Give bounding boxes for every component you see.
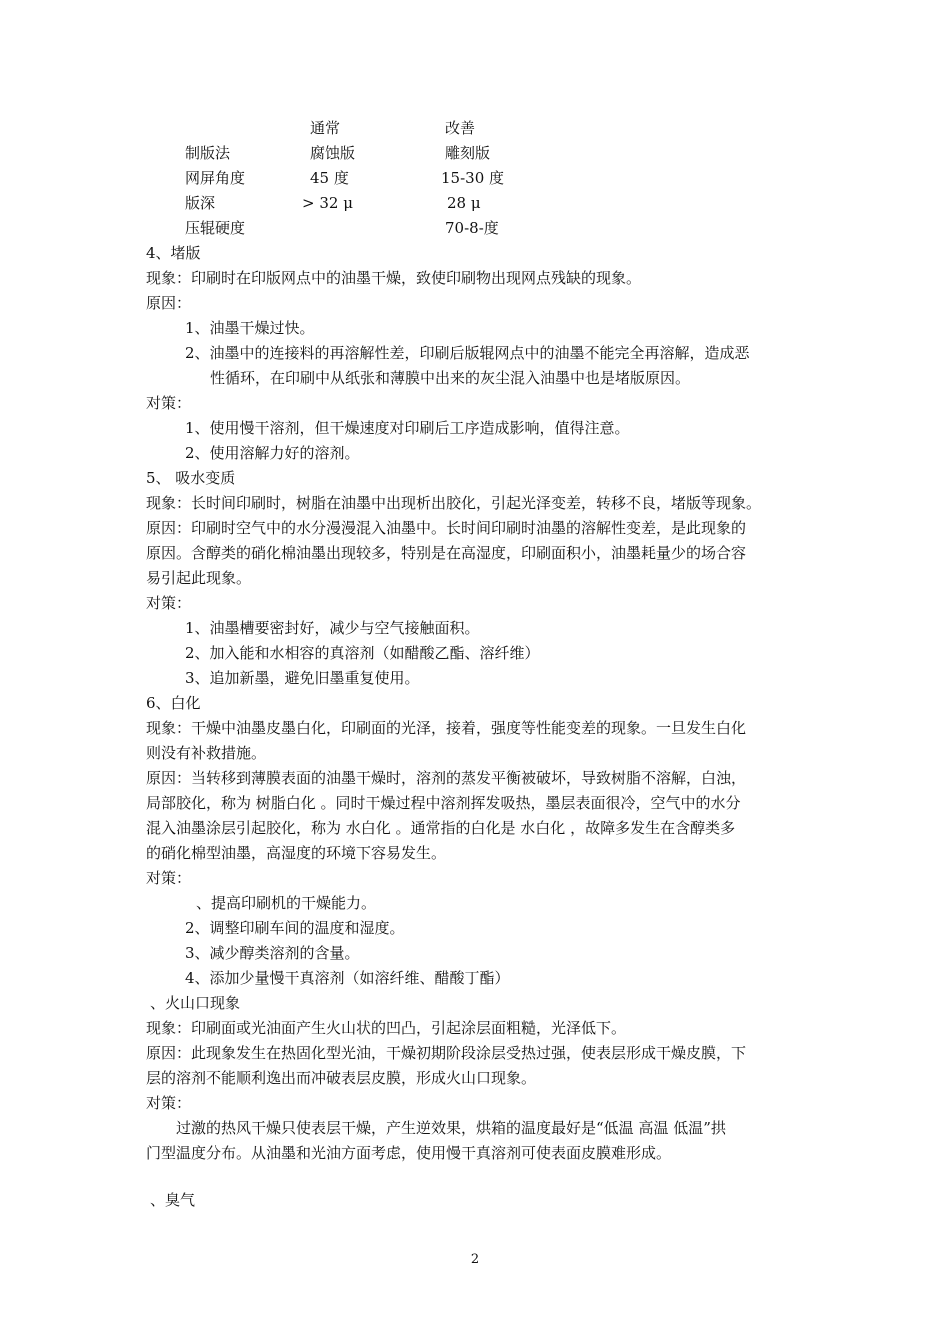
list-item: 1、油墨干燥过快。 [185, 319, 315, 337]
phenomenon-text: 现象：长时间印刷时，树脂在油墨中出现析出胶化，引起光泽变差，转移不良，堵版等现象。 [146, 494, 762, 512]
list-item: 4、添加少量慢干真溶剂（如溶纤维、醋酸丁酯） [185, 969, 510, 987]
phenomenon-text: 现象：印刷面或光油面产生火山状的凹凸，引起涂层面粗糙，光泽低下。 [146, 1019, 627, 1037]
table-cell: 雕刻版 [445, 144, 491, 162]
phenomenon-text: 现象：印刷时在印版网点中的油墨干燥，致使印刷物出现网点残缺的现象。 [146, 269, 642, 287]
table-cell: 15-30 度 [441, 169, 505, 187]
section-heading: 、臭气 [150, 1191, 196, 1209]
list-item: 2、调整印刷车间的温度和湿度。 [185, 919, 405, 937]
phenomenon-text: 则没有补救措施。 [146, 744, 267, 762]
list-item: 、提高印刷机的干燥能力。 [196, 894, 377, 912]
cause-text: 的硝化棉型油墨，高湿度的环境下容易发生。 [146, 844, 447, 862]
table-cell: > 32 μ [302, 194, 353, 212]
table-header-normal: 通常 [310, 119, 341, 137]
section-heading: 、火山口现象 [150, 994, 241, 1012]
section-heading: 4、堵版 [146, 244, 201, 262]
table-cell: 网屏角度 [185, 169, 246, 187]
table-header-improved: 改善 [445, 119, 476, 137]
table-cell: 45 度 [310, 169, 349, 187]
list-item: 2、使用溶解力好的溶剂。 [185, 444, 360, 462]
list-item: 2、油墨中的连接料的再溶解性差，印刷后版辊网点中的油墨不能完全再溶解，造成恶 [185, 344, 750, 362]
measure-label: 对策： [146, 394, 192, 412]
measure-text: 过激的热风干燥只使表层干燥，产生逆效果，烘箱的温度最好是“低温 高温 低温”拱 [176, 1119, 726, 1137]
cause-text: 局部胶化，称为 树脂白化 。同时干燥过程中溶剂挥发吸热，墨层表面很冷，空气中的水分 [146, 794, 741, 812]
cause-text: 原因：当转移到薄膜表面的油墨干燥时，溶剂的蒸发平衡被破坏，导致树脂不溶解，白浊， [146, 769, 747, 787]
list-item: 3、追加新墨，避免旧墨重复使用。 [185, 669, 420, 687]
measure-label: 对策： [146, 869, 192, 887]
cause-text: 原因：此现象发生在热固化型光油，干燥初期阶段涂层受热过强，使表层形成干燥皮膜，下 [146, 1044, 747, 1062]
list-item: 3、减少醇类溶剂的含量。 [185, 944, 360, 962]
table-cell: 70-8-度 [445, 219, 499, 237]
list-item: 1、使用慢干溶剂，但干燥速度对印刷后工序造成影响，值得注意。 [185, 419, 630, 437]
table-cell: 腐蚀版 [310, 144, 356, 162]
table-cell: 28 μ [447, 194, 481, 212]
measure-label: 对策： [146, 594, 192, 612]
measure-label: 对策： [146, 1094, 192, 1112]
cause-text: 混入油墨涂层引起胶化，称为 水白化 。通常指的白化是 水白化 ，故障多发生在含醇类多 [146, 819, 736, 837]
table-cell: 压辊硬度 [185, 219, 246, 237]
table-cell: 版深 [185, 194, 216, 212]
measure-text: 门型温度分布。从油墨和光油方面考虑，使用慢干真溶剂可使表面皮膜难形成。 [146, 1144, 672, 1162]
cause-label: 原因： [146, 294, 192, 312]
cause-text: 原因：印刷时空气中的水分漫漫混入油墨中。长时间印刷时油墨的溶解性变差，是此现象的 [146, 519, 747, 537]
cause-text: 原因。含醇类的硝化棉油墨出现较多，特别是在高湿度，印刷面积小，油墨耗量少的场合容 [146, 544, 747, 562]
page-number: 2 [470, 1252, 480, 1267]
table-cell: 制版法 [185, 144, 231, 162]
list-item: 1、油墨槽要密封好，减少与空气接触面积。 [185, 619, 480, 637]
cause-text: 层的溶剂不能顺利逸出而冲破表层皮膜，形成火山口现象。 [146, 1069, 537, 1087]
cause-text: 易引起此现象。 [146, 569, 252, 587]
list-item: 2、加入能和水相容的真溶剂（如醋酸乙酯、溶纤维） [185, 644, 540, 662]
section-heading: 5、 吸水变质 [146, 469, 236, 487]
list-item: 性循环，在印刷中从纸张和薄膜中出来的灰尘混入油墨中也是堵版原因。 [210, 369, 691, 387]
phenomenon-text: 现象：干燥中油墨皮墨白化，印刷面的光泽，接着，强度等性能变差的现象。一旦发生白化 [146, 719, 747, 737]
section-heading: 6、白化 [146, 694, 201, 712]
